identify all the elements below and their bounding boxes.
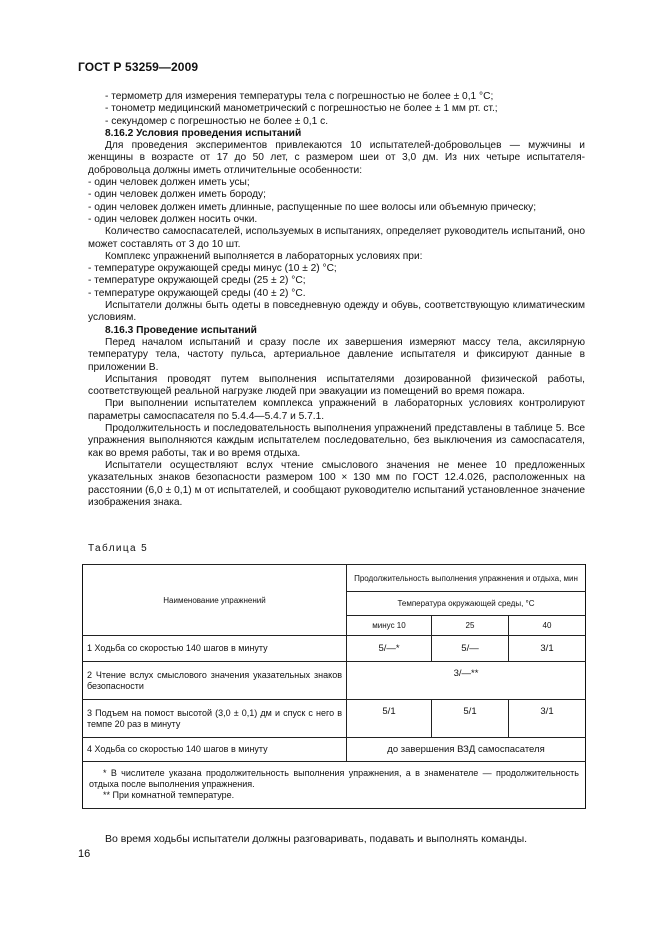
list-item: - температуре окружающей среды минус (10 ± 2) °С;: [88, 263, 337, 275]
paragraph: Для проведения экспериментов привлекаются 10 испытателей-добровольцев — мужчины и женщины в возрасте от 17 до 50 лет, с размером шеи от 3,0 дм. Из них четыре испытателя-добровольца должны иметь отличительные особенности:: [88, 140, 585, 176]
column-header-temperature: Температура окружающей среды, °С: [347, 592, 586, 616]
table-row: [83, 662, 586, 700]
table-cell: 5/—: [432, 636, 509, 662]
list-item: - температуре окружающей среды (40 ± 2) °С.: [88, 287, 306, 299]
exercise-name: 1 Ходьба со скоростью 140 шагов в минуту: [83, 636, 347, 662]
list-item: - один человек должен иметь усы;: [88, 177, 250, 189]
column-header-exercise: Наименование упражнений: [83, 565, 347, 636]
table-row: [83, 700, 586, 738]
page-number: 16: [78, 848, 91, 860]
temp-header: 40: [509, 616, 586, 636]
table-caption: Таблица 5: [88, 543, 149, 554]
column-header-duration: Продолжительность выполнения упражнения и отдыха, мин: [347, 565, 586, 592]
table-cell: 3/1: [509, 700, 586, 738]
exercise-table: [82, 564, 586, 809]
table-cell: 3/—**: [347, 662, 586, 700]
paragraph: Испытания проводят путем выполнения испытателями дозированной физической работы, соответствующей реальной нагрузке людей при эвакуации из помещений во время пожара.: [88, 373, 585, 398]
paragraph: Испытатели должны быть одеты в повседневную одежду и обувь, соответствующую климатическим условиям.: [88, 300, 585, 324]
paragraph: Продолжительность и последовательность выполнения упражнений представлены в таблице 5. Все упражнения выполняются каждым испытателем последовательно, без выключения из самоспасателя, как во время работы, так и во время отдыха.: [88, 423, 585, 459]
table-footnotes: [83, 762, 586, 809]
list-item: - один человек должен носить очки.: [88, 213, 258, 225]
paragraph: При выполнении испытателем комплекса упражнений в лабораторных условиях контролируют параметры самоспасателя по 5.4.4—5.4.7 и 5.7.1.: [88, 398, 585, 422]
paragraph: Испытатели осуществляют вслух чтение смыслового значения не менее 10 предложенных указательных знаков безопасности размером 100 × 130 мм по ГОСТ 12.4.026, расположенных на расстоянии (6,0 ± 0,1) м от испытателей, и сообщают руководителю испытаний установленное значение изображения знака.: [88, 459, 585, 508]
exercise-name: 2 Чтение вслух смыслового значения указательных знаков безопасности: [83, 662, 347, 700]
table-cell: 5/1: [347, 700, 432, 738]
footnote: ** При комнатной температуре.: [103, 790, 235, 800]
temp-header: 25: [432, 616, 509, 636]
table-cell: 5/—*: [347, 636, 432, 662]
section-heading-8-16-3: 8.16.3 Проведение испытаний: [105, 324, 257, 336]
exercise-name: 4 Ходьба со скоростью 140 шагов в минуту: [83, 738, 347, 762]
list-item: - температуре окружающей среды (25 ± 2) °С;: [88, 275, 306, 287]
paragraph: Количество самоспасателей, используемых в испытаниях, определяет руководитель испытаний, оно может составлять от 3 до 10 шт.: [88, 226, 585, 250]
instrument-item: - термометр для измерения температуры тела с погрешностью не более ± 0,1 °С;: [105, 91, 494, 102]
body-text: [88, 91, 585, 509]
table-footnote-row: [83, 762, 586, 809]
closing-paragraph: Во время ходьбы испытатели должны разговаривать, подавать и выполнять команды.: [105, 833, 528, 845]
table-cell: до завершения ВЗД самоспасателя: [347, 738, 586, 762]
list-item: - один человек должен иметь длинные, распущенные по шее волосы или объемную прическу;: [88, 201, 537, 213]
list-item: - один человек должен иметь бороду;: [88, 189, 266, 201]
table-row: [83, 636, 586, 662]
table-cell: 3/1: [509, 636, 586, 662]
document-header: ГОСТ Р 53259—2009: [78, 60, 199, 74]
exercise-name: 3 Подъем на помост высотой (3,0 ± 0,1) дм и спуск с него в темпе 20 раз в минуту: [83, 700, 347, 738]
table-cell: 5/1: [432, 700, 509, 738]
table-row: [83, 738, 586, 762]
instrument-item: - секундомер с погрешностью не более ± 0,1 с.: [105, 115, 329, 127]
footnote: * В числителе указана продолжительность выполнения упражнения, а в знаменателе — продолжительность отдыха после выполнения упражнения.: [89, 768, 579, 789]
temp-header: минус 10: [347, 616, 432, 636]
paragraph: Перед началом испытаний и сразу после их завершения измеряют массу тела, аксилярную температуру тела, частоту пульса, артериальное давление испытателя и фиксируют данные в приложении В.: [88, 336, 585, 373]
paragraph: Комплекс упражнений выполняется в лабораторных условиях при:: [105, 250, 423, 262]
instrument-item: - тонометр медицинский манометрический с погрешностью не более ± 1 мм рт. ст.;: [105, 103, 498, 115]
section-heading-8-16-2: 8.16.2 Условия проведения испытаний: [105, 127, 302, 139]
